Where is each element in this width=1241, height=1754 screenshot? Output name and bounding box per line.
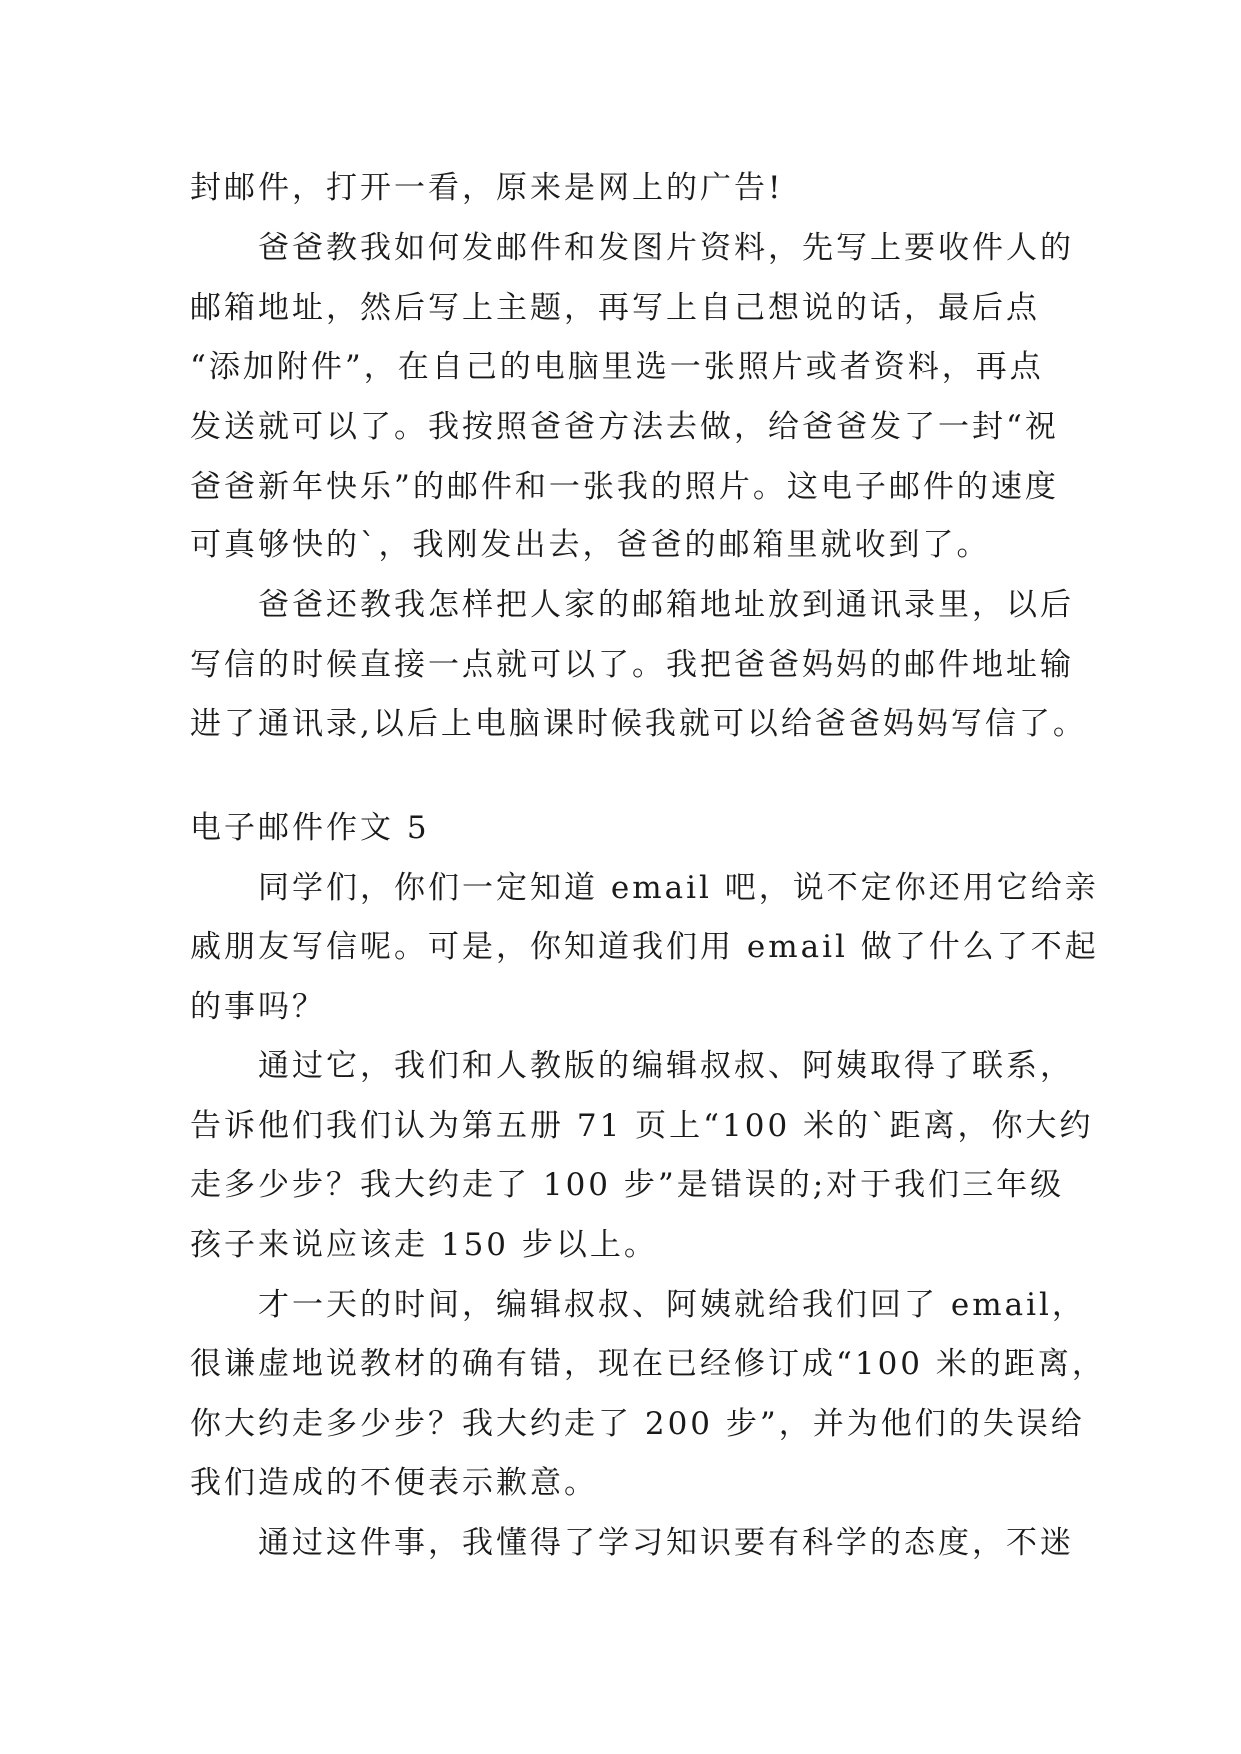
text-line: 封邮件，打开一看，原来是网上的广告!: [190, 170, 784, 206]
text-line: 进了通讯录,以后上电脑课时候我就可以给爸爸妈妈写信了。: [190, 706, 1087, 742]
text-line: 孩子来说应该走 150 步以上。: [190, 1227, 658, 1263]
text-line: 很谦虚地说教材的确有错，现在已经修订成“100 米的距离，: [190, 1346, 1106, 1382]
text-line: 发送就可以了。我按照爸爸方法去做，给爸爸发了一封“祝: [190, 409, 1059, 445]
text-line: 可真够快的`，我刚发出去，爸爸的邮箱里就收到了。: [190, 527, 991, 563]
text-line: 走多少步？我大约走了 100 步”是错误的;对于我们三年级: [190, 1167, 1065, 1203]
paragraph-start-line: 才一天的时间，编辑叔叔、阿姨就给我们回了 email，: [258, 1287, 1086, 1323]
text-line: 戚朋友写信呢。可是，你知道我们用 email 做了什么了不起: [190, 929, 1099, 965]
text-line: “添加附件”，在自己的电脑里选一张照片或者资料，再点: [190, 349, 1044, 385]
text-line: 写信的时候直接一点就可以了。我把爸爸妈妈的邮件地址输: [190, 647, 1074, 683]
text-line: 邮箱地址，然后写上主题，再写上自己想说的话，最后点: [190, 290, 1040, 326]
text-line: 的事吗？: [190, 989, 326, 1025]
paragraph-start-line: 同学们，你们一定知道 email 吧，说不定你还用它给亲: [258, 870, 1099, 906]
paragraph-start-line: 通过这件事，我懂得了学习知识要有科学的态度，不迷: [258, 1525, 1074, 1561]
section-heading: 电子邮件作文 5: [190, 810, 430, 846]
text-line: 爸爸新年快乐”的邮件和一张我的照片。这电子邮件的速度: [190, 469, 1059, 505]
paragraph-start-line: 爸爸还教我怎样把人家的邮箱地址放到通讯录里，以后: [258, 587, 1074, 623]
text-line: 你大约走多少步？我大约走了 200 步”，并为他们的失误给: [190, 1406, 1085, 1442]
paragraph-start-line: 爸爸教我如何发邮件和发图片资料，先写上要收件人的: [258, 230, 1074, 266]
text-line: 我们造成的不便表示歉意。: [190, 1465, 598, 1501]
paragraph-start-line: 通过它，我们和人教版的编辑叔叔、阿姨取得了联系，: [258, 1048, 1074, 1084]
text-line: 告诉他们我们认为第五册 71 页上“100 米的`距离，你大约: [190, 1108, 1094, 1144]
